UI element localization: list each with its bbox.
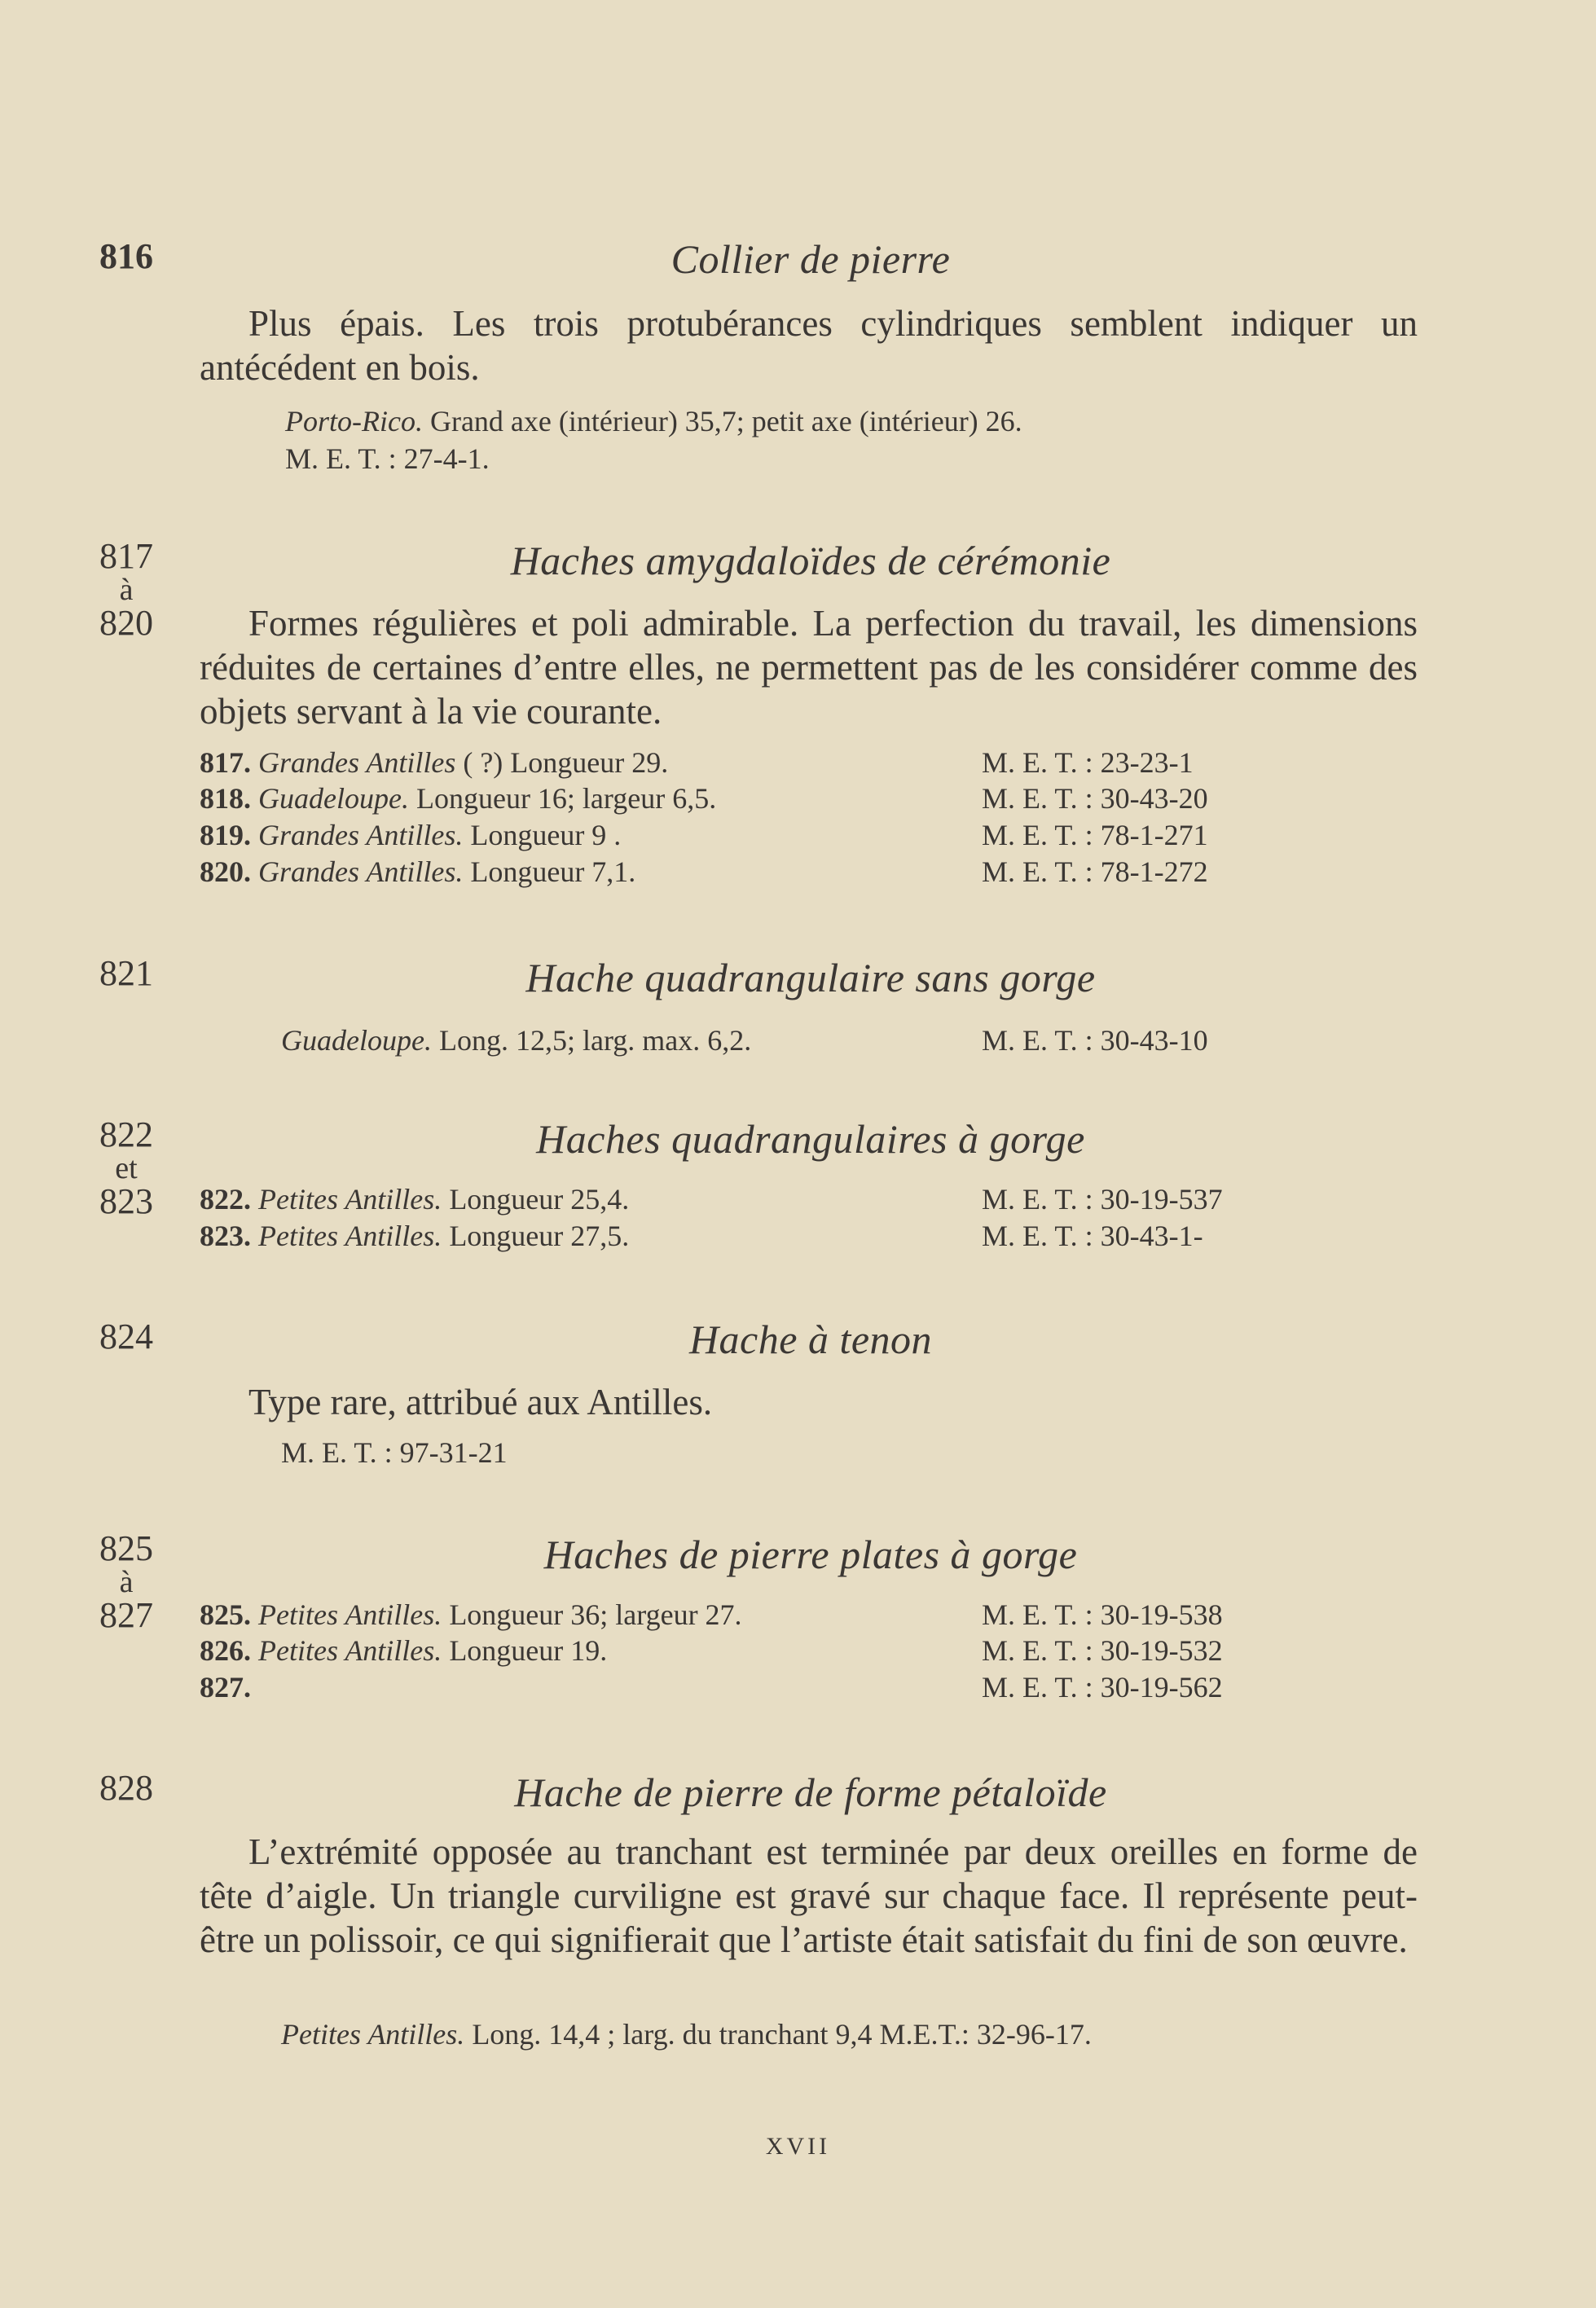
entry-reference-828: Petites Antilles. Long. 14,4 ; larg. du tranchant 9,4 M.E.T.: 32-96-17. [281,2018,1092,2051]
list-item: 822. Petites Antilles. Longueur 25,4. M. E. T. : 30-19-537 [200,1183,1223,1216]
entry-title-hache-a-tenon: Hache à tenon [688,1317,933,1362]
entry-description-828: L’extrémité opposée au tranchant est terminée par deux oreilles en forme de tête d’aigle. Un triangle curviligne est gravé sur chaque face. Il représente peut-être un polissoir, ce qui signifierait que l’artiste était satisfait du fini de son œuvre. [200,1831,1418,1960]
entry-number-816: 816 [99,236,153,276]
entry-title-collier: Collier de pierre [670,236,951,282]
met-number-821: M. E. T. : 30-43-10 [982,1024,1208,1057]
list-item: 820. Grandes Antilles. Longueur 7,1. M. E. T. : 78-1-272 [200,855,1208,888]
met-number-816: M. E. T. : 27-4-1. [285,442,490,475]
list-item: 825. Petites Antilles. Longueur 36; largeur 27. M. E. T. : 30-19-538 [200,1598,1223,1631]
list-item: 826. Petites Antilles. Longueur 19. M. E. T. : 30-19-532 [200,1634,1223,1667]
list-item: 823. Petites Antilles. Longueur 27,5. M. E. T. : 30-43-1- [200,1220,1203,1252]
entry-range-825-827: 825 à 827 [99,1528,153,1635]
list-item: 818. Guadeloupe. Longueur 16; largeur 6,5. M. E. T. : 30-43-20 [200,782,1208,815]
entry-title-haches-quadrangulaires: Haches quadrangulaires à gorge [536,1116,1085,1162]
entry-title-hache-quadrangulaire: Hache quadrangulaire sans gorge [525,955,1096,1000]
entry-title-haches-amygdaloides: Haches amygdaloïdes de cérémonie [510,538,1111,583]
page-number: XVII [765,2133,831,2160]
entry-reference-816: Porto-Rico. Grand axe (intérieur) 35,7; petit axe (intérieur) 26. [285,405,1022,437]
entry-range-822-823: 822 et 823 [99,1114,153,1221]
list-item: 819. Grandes Antilles. Longueur 9 . M. E. T. : 78-1-271 [200,819,1208,851]
ref-place: Porto-Rico. [285,405,423,437]
entry-title-haches-plates: Haches de pierre plates à gorge [543,1532,1078,1577]
list-item: 827. M. E. T. : 30-19-562 [200,1671,1223,1704]
met-number-824: M. E. T. : 97-31-21 [281,1436,508,1469]
entry-description-824: Type rare, attribué aux Antilles. [248,1382,713,1422]
entry-number-828: 828 [99,1768,153,1808]
entry-reference-821: Guadeloupe. Long. 12,5; larg. max. 6,2. [281,1024,752,1057]
entry-description-816: Plus épais. Les trois protubérances cylindriques semblent indiquer un antécédent en bois. [200,303,1418,388]
list-item: 817. Grandes Antilles ( ?) Longueur 29. M. E. T. : 23-23-1 [200,746,1194,779]
entry-number-821: 821 [99,953,153,993]
entry-title-hache-petaloide: Hache de pierre de forme pétaloïde [514,1769,1107,1815]
entry-description-817-820: Formes régulières et poli admirable. La perfection du travail, les dimensions réduites de certaines d’entre elles, ne permettent pas de les considérer comme des objets servant à la vie courante. [200,603,1418,732]
entry-range-817-820: 817 à 820 [99,536,153,643]
entry-number-824: 824 [99,1317,153,1356]
